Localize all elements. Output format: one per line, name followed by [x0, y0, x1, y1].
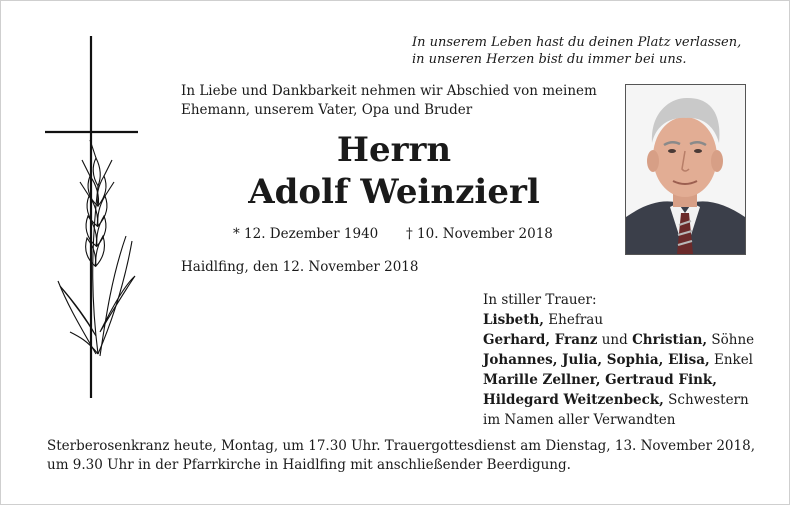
honorific-title: Herrn	[336, 130, 452, 170]
mourner-relation: Schwestern	[663, 392, 749, 408]
mourners-closing: im Namen aller Verwandten	[483, 412, 676, 428]
mourner-row-sons	[483, 330, 783, 350]
death-date: † 10. November 2018	[406, 226, 553, 242]
mourner-row-wife	[483, 310, 783, 330]
mourner-connector: und	[597, 332, 633, 348]
mourner-relation: Enkel	[709, 352, 753, 368]
mourner-name: Hildegard Weitzenbeck,	[483, 392, 664, 408]
motto-line-2: in unseren Herzen bist du immer bei uns.	[412, 52, 687, 67]
intro-text	[181, 82, 621, 120]
intro-line-1: In Liebe und Dankbarkeit nehmen wir Abschied von meinem	[181, 83, 597, 99]
mourner-name: Christian,	[632, 332, 708, 348]
mourner-row-grandchildren	[483, 350, 783, 370]
mourner-row-sisters-1	[483, 370, 783, 390]
service-info-line-1: Sterberosenkranz heute, Montag, um 17.30 Uhr. Trauergottesdienst am Dienstag, 13. November 2018,	[47, 438, 755, 454]
mourners-heading: In stiller Trauer:	[483, 292, 597, 308]
mourner-name: Johannes, Julia, Sophia, Elisa,	[483, 352, 710, 368]
cross-with-wheat-icon	[40, 36, 150, 410]
mourners-list	[483, 290, 783, 430]
mourner-name: Marille Zellner, Gertraud Fink,	[483, 372, 717, 388]
mourner-row-sisters-2	[483, 390, 783, 410]
service-info-line-2: um 9.30 Uhr in der Pfarrkirche in Haidlfing mit anschließender Beerdigung.	[47, 457, 571, 473]
motto-line-1: In unserem Leben hast du deinen Platz verlassen,	[412, 35, 742, 50]
birth-date: * 12. Dezember 1940	[233, 226, 379, 242]
portrait-photo	[625, 84, 746, 255]
mourner-name: Gerhard, Franz	[483, 332, 598, 348]
service-info	[47, 437, 767, 475]
intro-line-2: Ehemann, unserem Vater, Opa und Bruder	[181, 102, 473, 118]
place-and-date: Haidlfing, den 12. November 2018	[181, 259, 419, 275]
mourner-relation: Ehefrau	[544, 312, 604, 328]
mourner-relation: Söhne	[707, 332, 755, 348]
mourner-name: Lisbeth,	[483, 312, 545, 328]
deceased-name: Adolf Weinzierl	[248, 172, 540, 212]
motto	[412, 34, 752, 68]
